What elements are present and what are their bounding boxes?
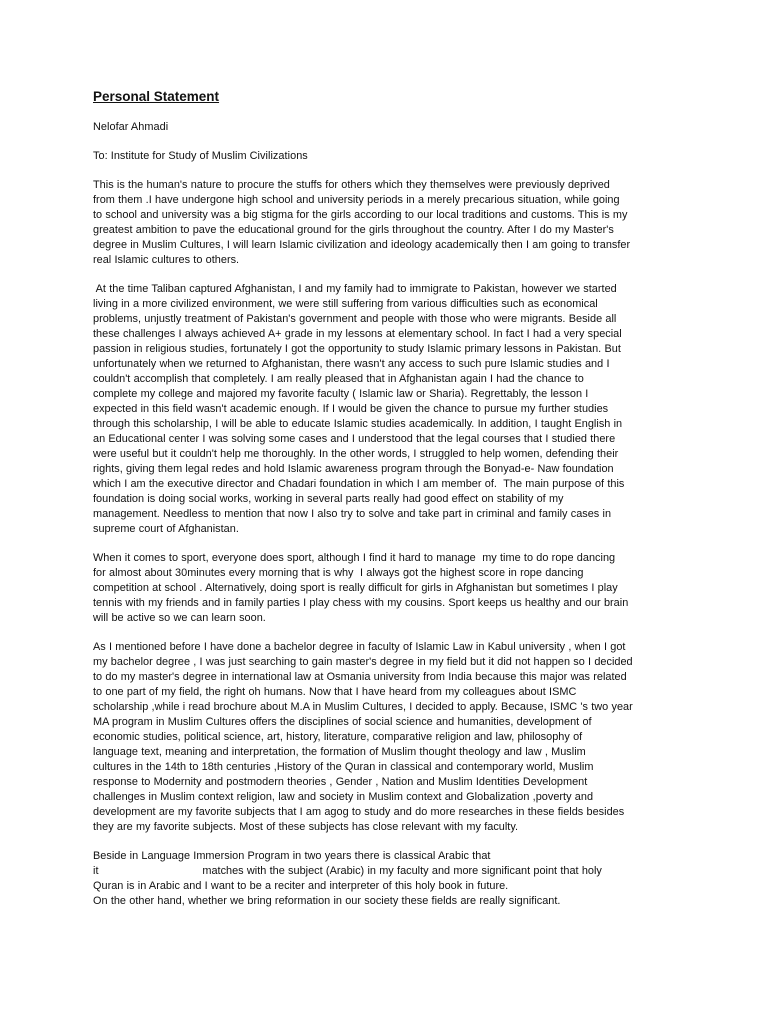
paragraph-line: rights, giving them legal redes and hold Islamic awareness program through the Bonyad-e- Naw foundation [93,463,614,475]
paragraph-line: to school and university was a big stigma for the girls according to our local traditions and customs. This is my [93,209,628,221]
document-title: Personal Statement [93,89,220,104]
paragraph-line: tennis with my friends and in family parties I play chess with my cousins. Sport keeps us healthy and our brain [93,597,629,609]
paragraph-line: scholarship ,while i read brochure about M.A in Muslim Cultures, I decided to apply. Because, ISMC 's two year [93,701,633,713]
paragraph-line: expected in this field wasn't academic enough. If I would be given the chance to pursue my further studies [93,403,609,415]
paragraph-line: response to Modernity and postmodern theories , Gender , Nation and Muslim Identities Development [93,776,588,788]
paragraph-line: challenges in Muslim context religion, law and society in Muslim context and Globalization ,poverty and [93,791,594,803]
paragraph [93,282,678,537]
paragraph-line: unfortunately when we returned to Afghanistan, there wasn't any access to such pure Islamic studies and I [93,358,610,370]
paragraph-line: cultures in the 14th to 18th centuries ,History of the Quran in classical and contemporary world, Muslim [93,761,594,773]
paragraph-line: real Islamic cultures to others. [93,254,240,266]
paragraph-line: foundation is doing social works, working in several parts really had good effect on stability of my [93,493,564,505]
author-name: Nelofar Ahmadi [93,121,169,133]
paragraph-line: an Educational center I was solving some cases and I understood that the legal courses that I studied there [93,433,616,445]
paragraph-line: management. Needless to mention that now I also try to solve and take part in criminal and family cases in [93,508,612,520]
document-page [93,88,678,909]
paragraph-line: supreme court of Afghanistan. [93,523,239,535]
paragraph-line: On the other hand, whether we bring reformation in our society these fields are really significant. [93,895,561,907]
paragraph-line: This is the human's nature to procure the stuffs for others which they themselves were previously deprived [93,179,610,191]
paragraph-line: development are my favorite subjects that I am agog to study and do more researches in these fields besides [93,806,625,818]
paragraph-line: competition at school . Alternatively, doing sport is really difficult for girls in Afghanistan but sometimes I play [93,582,618,594]
paragraph-line: to do my master's degree in international law at Osmania university from India because this major was related [93,671,627,683]
paragraph-line: these challenges I always achieved A+ grade in my lessons at elementary school. In fact I had a very special [93,328,622,340]
paragraph-line: Quran is in Arabic and I want to be a reciter and interpreter of this holy book in future. [93,880,509,892]
paragraph-line: MA program in Muslim Cultures offers the disciplines of social science and humanities, development of [93,716,592,728]
paragraph [93,178,678,268]
paragraph-line: passion in religious studies, fortunately I got the opportunity to study Islamic primary lessons in Pakistan. But [93,343,621,355]
paragraph-line: As I mentioned before I have done a bachelor degree in faculty of Islamic Law in Kabul university , when I got [93,641,626,653]
paragraph-line: through this scholarship, I will be able to educate Islamic studies academically. In addition, I taught English in [93,418,623,430]
paragraph [93,551,678,626]
body-paragraphs [93,178,678,909]
paragraph-line: to one part of my field, the right oh humans. Now that I have heard from my colleagues about ISMC [93,686,577,698]
paragraph-line: which I am the executive director and Chadari foundation in which I am member of. The main purpose of this [93,478,625,490]
paragraph [93,849,678,909]
paragraph-line: economic studies, political science, art, history, literature, comparative religion and law, philosophy of [93,731,583,743]
paragraph-line: degree in Muslim Cultures, I will learn Islamic civilization and ideology academically then I am going to transfer [93,239,631,251]
paragraph-line: language text, meaning and interpretation, the formation of Muslim thought theology and law , Muslim [93,746,586,758]
paragraph-line: At the time Taliban captured Afghanistan, I and my family had to immigrate to Pakistan, however we started [93,283,617,295]
paragraph-line: for almost about 30minutes every morning that is why I always got the highest score in rope dancing [93,567,584,579]
paragraph-line: problems, unjustly treatment of Pakistan's government and people with those who were migrants. Beside all [93,313,617,325]
paragraph-line: they are my favorite subjects. Most of these subjects has close relevant with my faculty. [93,821,519,833]
paragraph-line: will be active so we can learn soon. [93,612,266,624]
paragraph-line: Beside in Language Immersion Program in two years there is classical Arabic that [93,850,491,862]
paragraph-line: living in a more civilized environment, we were still suffering from various difficulties such as economical [93,298,598,310]
paragraph-line: couldn't accomplish that completely. I am really pleased that in Afghanistan again I had the chance to [93,373,584,385]
paragraph-line: complete my college and majored my favorite faculty ( Islamic law or Sharia). Regrettably, the lesson I [93,388,589,400]
paragraph-line: greatest ambition to pave the educational ground for the girls throughout the country. After I do my Master's [93,224,614,236]
paragraph-line: it matches with the subject (Arabic) in my faculty and more significant point that holy [93,865,602,877]
paragraph-line: When it comes to sport, everyone does sport, although I find it hard to manage my time to do rope dancing [93,552,616,564]
paragraph-line: were useful but it couldn't help me thoroughly. In the other words, I struggled to help women, defending their [93,448,619,460]
recipient-line: To: Institute for Study of Muslim Civilizations [93,150,308,162]
paragraph-line: my bachelor degree , I was just searching to gain master's degree in my field but it did not happen so I decided [93,656,633,668]
paragraph-line: from them .I have undergone high school and university periods in a merely precarious situation, while going [93,194,620,206]
paragraph [93,640,678,835]
